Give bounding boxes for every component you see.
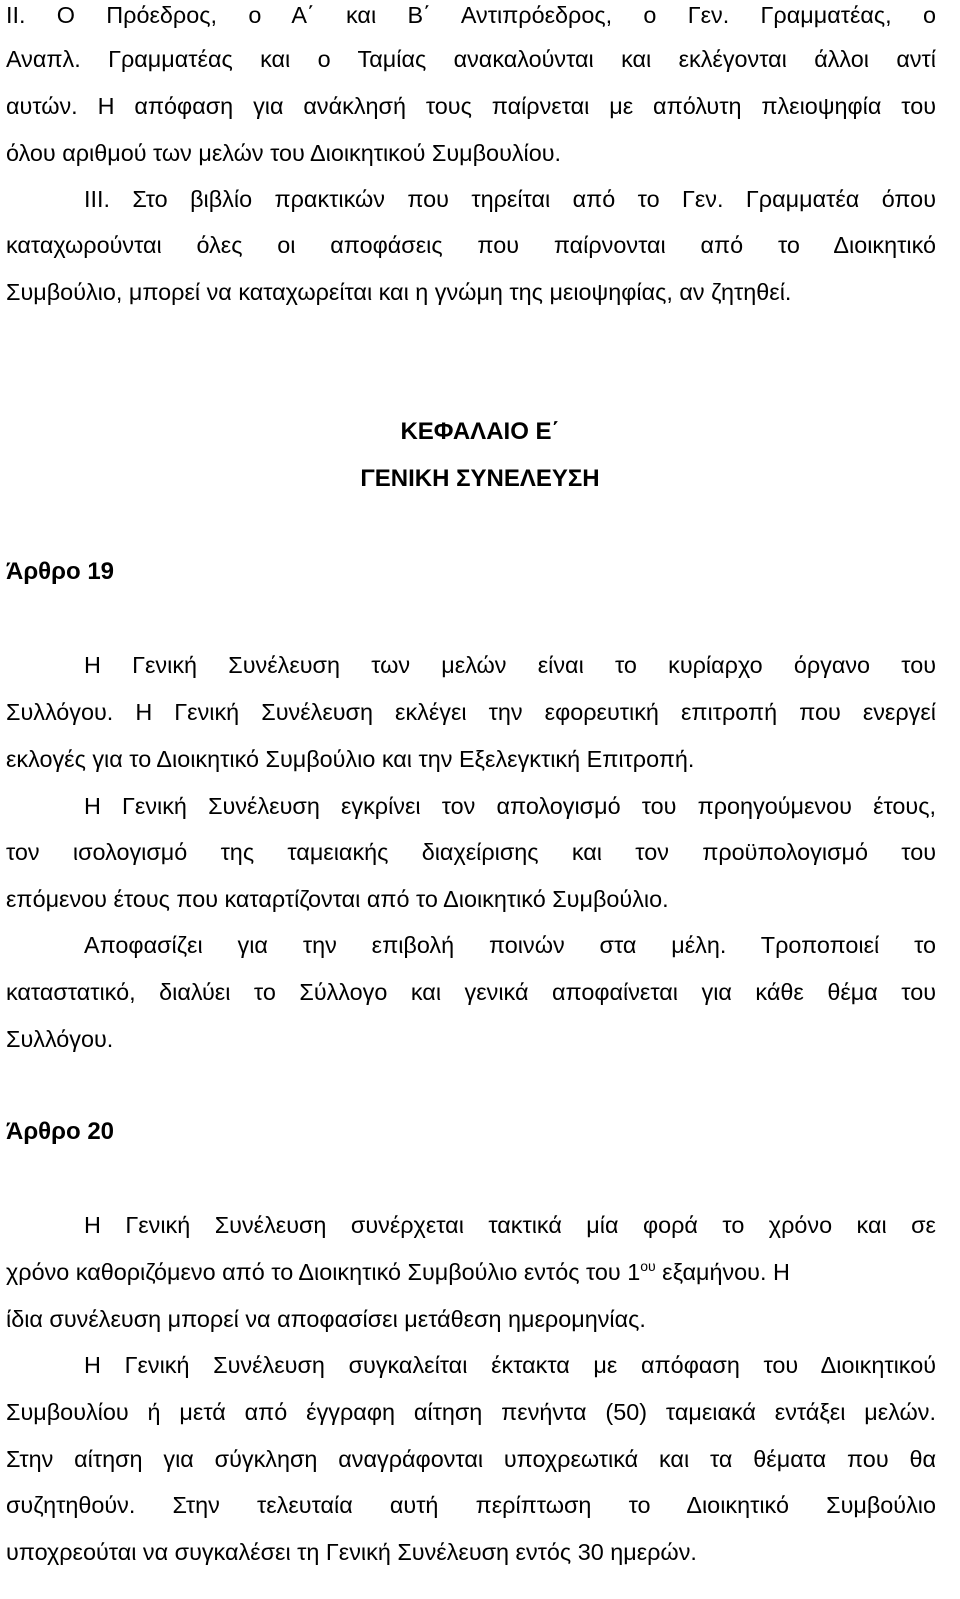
text-line: Η Γενική Συνέλευση συνέρχεται τακτικά μία φορά το χρόνο και σε	[84, 1212, 936, 1238]
text-line: τον ισολογισμό της ταμειακής διαχείρισης και τον προϋπολογισμό του	[6, 839, 936, 865]
text-line: υποχρεούται να συγκαλέσει τη Γενική Συνέλευση εντός 30 ημερών.	[6, 1539, 697, 1565]
text-line: Αποφασίζει για την επιβολή ποινών στα μέλη. Τροποποιεί το	[84, 932, 936, 958]
text-fragment: εξαμήνου. Η	[655, 1259, 790, 1285]
text-fragment: χρόνο καθοριζόμενο από το Διοικητικό Συμβούλιο εντός του 1	[6, 1259, 641, 1285]
text-line: ίδια συνέλευση μπορεί να αποφασίσει μετάθεση ημερομηνίας.	[6, 1306, 646, 1332]
text-line: αυτών. Η απόφαση για ανάκλησή τους παίρνεται με απόλυτη πλειοψηφία του	[6, 93, 936, 119]
text-line: Συμβουλίου ή μετά από έγγραφη αίτηση πενήντα (50) ταμειακά εντάξει μελών.	[6, 1399, 936, 1425]
text-line	[6, 1257, 936, 1287]
text-line: Στην αίτηση για σύγκληση αναγράφονται υποχρεωτικά και τα θέματα που θα	[6, 1446, 936, 1472]
text-line: Η Γενική Συνέλευση εγκρίνει τον απολογισμό του προηγούμενου έτους,	[84, 793, 936, 819]
text-line: Η Γενική Συνέλευση συγκαλείται έκτακτα με απόφαση του Διοικητικού	[84, 1352, 936, 1378]
text-line: ΙΙΙ. Στο βιβλίο πρακτικών που τηρείται από το Γεν. Γραμματέα όπου	[84, 186, 936, 212]
text-line: Συλλόγου. Η Γενική Συνέλευση εκλέγει την εφορευτική επιτροπή που ενεργεί	[6, 699, 936, 725]
text-line: Συλλόγου.	[6, 1026, 114, 1052]
text-line: καταστατικό, διαλύει το Σύλλογο και γενικά αποφαίνεται για κάθε θέμα του	[6, 979, 936, 1005]
text-line: όλου αριθμού των μελών του Διοικητικού Συμβουλίου.	[6, 140, 562, 166]
text-line: Αναπλ. Γραμματέας και ο Ταμίας ανακαλούνται και εκλέγονται άλλοι αντί	[6, 46, 936, 72]
article-20-heading: Άρθρο 20	[6, 1118, 115, 1145]
text-line: συζητηθούν. Στην τελευταία αυτή περίπτωση το Διοικητικό Συμβούλιο	[6, 1492, 936, 1518]
superscript-ordinal: ου	[640, 1258, 656, 1274]
text-line: Συμβούλιο, μπορεί να καταχωρείται και η γνώμη της μειοψηφίας, αν ζητηθεί.	[6, 279, 792, 305]
chapter-title: ΚΕΦΑΛΑΙΟ Ε΄	[400, 418, 560, 445]
text-line: επόμενου έτους που καταρτίζονται από το Διοικητικό Συμβούλιο.	[6, 886, 669, 912]
article-19-heading: Άρθρο 19	[6, 558, 115, 585]
chapter-subtitle: ΓΕΝΙΚΗ ΣΥΝΕΛΕΥΣΗ	[360, 465, 600, 492]
text-line: Η Γενική Συνέλευση των μελών είναι το κυρίαρχο όργανο του	[84, 652, 936, 678]
text-line: καταχωρούνται όλες οι αποφάσεις που παίρνονται από το Διοικητικό	[6, 232, 936, 258]
text-line: εκλογές για το Διοικητικό Συμβούλιο και την Εξελεγκτική Επιτροπή.	[6, 746, 695, 772]
text-line: ΙΙ. Ο Πρόεδρος, ο Α΄ και Β΄ Αντιπρόεδρος, ο Γεν. Γραμματέας, ο	[6, 2, 936, 28]
